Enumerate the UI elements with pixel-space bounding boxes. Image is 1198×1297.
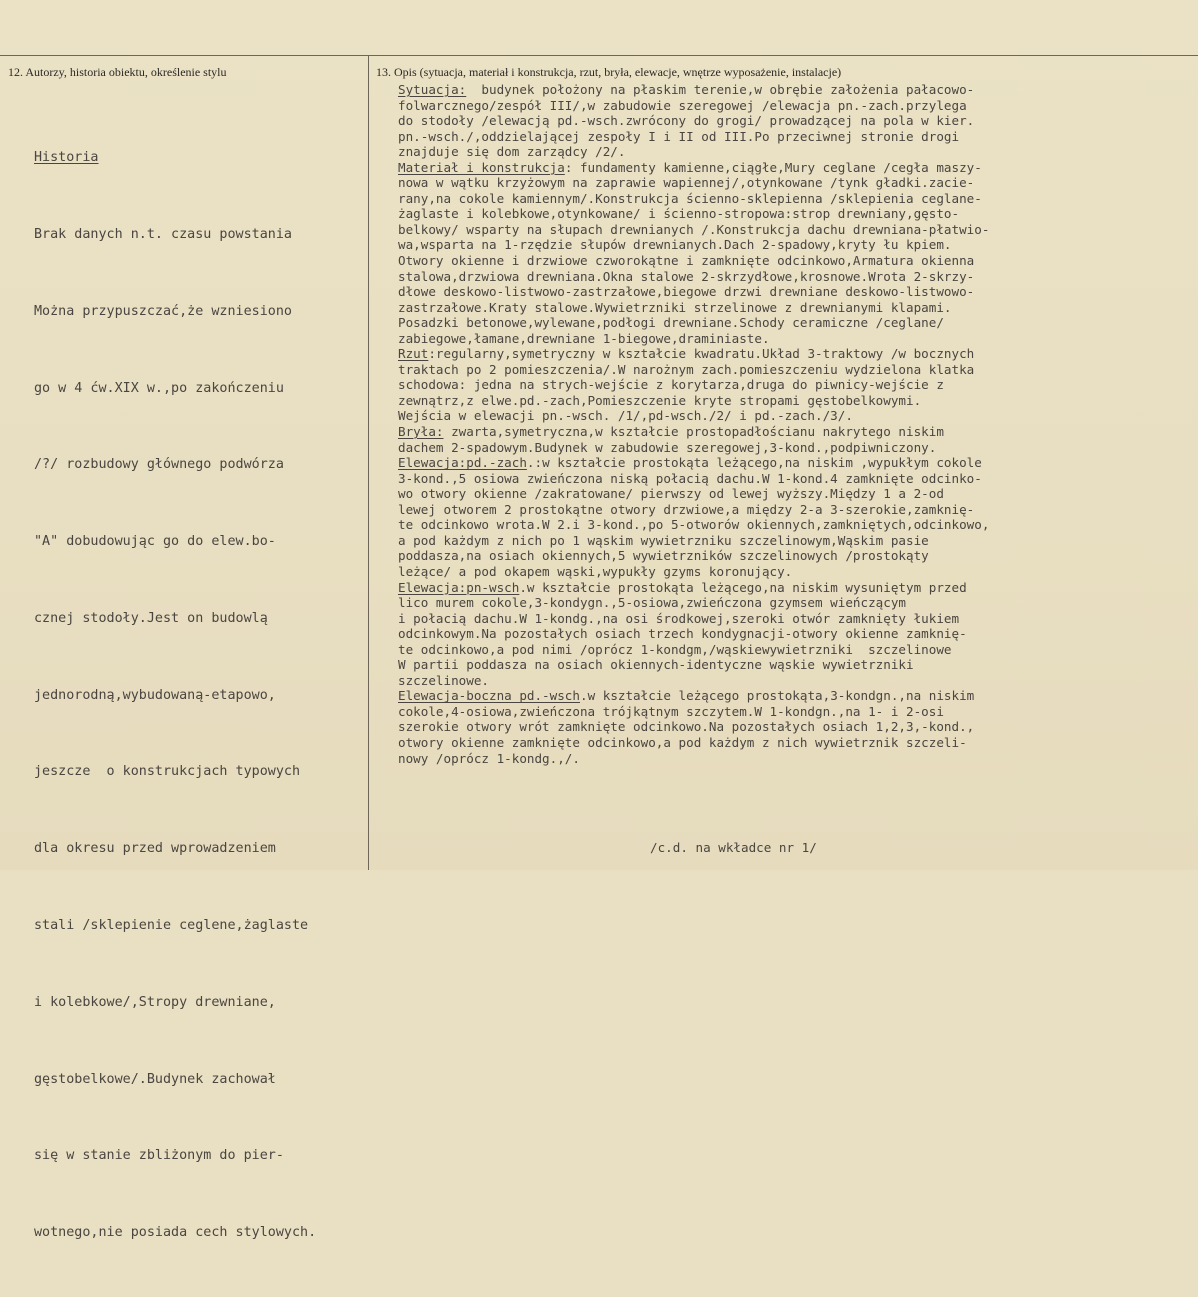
description-text: otwory okienne zamknięte odcinkowo,a pod każdym z nich wywietrznik szczeli- (398, 734, 967, 750)
description-text: folwarcznego/zespół III/,w zabudowie szeregowej /elewacja pn.-zach.przylega (398, 97, 967, 113)
history-line: dla okresu przed wprowadzeniem (34, 841, 276, 857)
description-line (398, 393, 989, 409)
header-rule (0, 55, 1198, 56)
description-text: .:w kształcie prostokąta leżącego,na niskim ,wypukłym cokole (526, 455, 982, 471)
description-line (398, 455, 989, 471)
description-line (398, 206, 989, 222)
description-text: nowa w wątku krzyżowym na zaprawie wapiennej/,otynkowane /tynk gładki.zacie- (398, 175, 975, 191)
description-text: odcinkowym.Na pozostałych osiach trzech kondygnacji-otwory okienne zamknię- (398, 626, 967, 642)
description-line (398, 626, 989, 642)
description-line (398, 580, 989, 596)
description-text: znajduje się dom zarządcy /2/. (398, 144, 626, 160)
history-line: stali /sklepienie ceglene,żaglaste (34, 918, 309, 933)
description-text: W partii poddasza na osiach okiennych-identyczne wąskie wywietrzniki (398, 657, 914, 673)
history-column (34, 94, 316, 1297)
description-text: wo otwory okienne /zakratowane/ pierwszy od lewej wyższy.Między 1 a 2-od (398, 486, 944, 502)
description-line (398, 533, 989, 549)
description-text: belkowy/ wsparty na słupach drewnianych /.Konstrukcja dachu drewniana-płatwio- (398, 221, 990, 237)
section-label: Elewacja-boczna pd.-wsch (398, 688, 580, 704)
description-line (398, 82, 989, 98)
column-divider (368, 55, 369, 870)
section-label: Bryła: (398, 424, 444, 440)
description-line (398, 113, 989, 129)
description-line (398, 440, 989, 456)
description-text: szerokie otwory wrót zamknięte odcinkowo.Na pozostałych osiach 1,2,3,-kond., (398, 719, 975, 735)
description-line (398, 377, 989, 393)
description-line (398, 719, 989, 735)
description-line (398, 673, 989, 689)
description-text: zabiegowe,łamane,drewniane 1-biegowe,draminiaste. (398, 330, 770, 346)
history-line: się w stanie zbliżonym do pier- (34, 1148, 284, 1164)
description-text: poddasza,na osiach okiennych,5 wywietrzników szczelinowych /prostokąty (398, 548, 929, 564)
description-text: zastrzałowe.Kraty stalowe.Wywietrzniki strzelinowe z drewnianymi klapami. (398, 299, 952, 315)
description-line (398, 98, 989, 114)
history-line: jeszcze o konstrukcjach typowych (34, 764, 301, 780)
description-text: .w kształcie leżącego prostokąta,3-kondgn.,na niskim (579, 688, 975, 704)
description-line (398, 222, 989, 238)
history-line: wotnego,nie posiada cech stylowych. (34, 1225, 317, 1241)
description-line (398, 346, 989, 362)
description-text: wa,wsparta na 1-rzędzie słupów drewnianych.Dach 2-spadowy,kryty łu kpiem. (398, 237, 952, 253)
description-line (398, 191, 989, 207)
description-line (398, 688, 989, 704)
description-line (398, 160, 989, 176)
description-line (398, 502, 989, 518)
history-line: /?/ rozbudowy głównego podwórza (34, 457, 284, 473)
description-line (398, 253, 989, 269)
description-text: do stodoły /elewacją pd.-wsch.zwrócony do grogi/ prowadzącej na pola w kier. (398, 113, 975, 129)
history-line: Można przypuszczać,że wzniesiono (34, 303, 292, 319)
description-text: te odcinkowo,a pod nimi /oprócz 1-kondgm,/wąskiewywietrzniki szczelinowe (398, 641, 952, 657)
description-text: traktach po 2 pomieszczenia/.W narożnym zach.pomieszczeniu wydzielona klatka (398, 361, 975, 377)
description-line (398, 657, 989, 673)
description-text: pn.-wsch./,oddzielającej zespoły I i II od III.Po przeciwnej stronie drogi (398, 128, 960, 144)
description-text: cokole,4-osiowa,zwieńczona trójkątnym szczytem.W 1-kondgn.,na 1- i 2-osi (398, 703, 944, 719)
description-line (398, 642, 989, 658)
description-line (398, 564, 989, 580)
history-line: i kolebkowe/,Stropy drewniane, (34, 994, 276, 1010)
description-text: lewej otworem 2 prostokątne otwory drzwiowe,a między 2-a 3-szerokie,zamknię- (398, 501, 975, 517)
history-line: gęstobelkowe/.Budynek zachował (34, 1071, 276, 1087)
description-line (398, 751, 989, 767)
description-line (398, 269, 989, 285)
description-line (398, 408, 989, 424)
description-line (398, 362, 989, 378)
history-heading: Historia (34, 150, 99, 166)
description-text: dachem 2-spadowym.Budynek w zabudowie szeregowej,3-kond.,podpiwniczony. (398, 439, 937, 455)
description-text: zewnątrz,z elwe.pd.-zach,Pomieszczenie kryte stropami gęstobelkowymi. (398, 392, 922, 408)
description-text: :regularny,symetryczny w kształcie kwadratu.Układ 3-traktowy /w bocznych (428, 346, 975, 362)
description-text: Posadzki betonowe,wylewane,podłogi drewniane.Schody ceramiczne /ceglane/ (398, 315, 944, 331)
description-text: : fundamenty kamienne,ciągłe,Mury ceglane /cegła maszy- (564, 159, 982, 175)
history-line: go w 4 ćw.XIX w.,po zakończeniu (34, 380, 284, 396)
section-label: Elewacja:pd.-zach (398, 455, 527, 471)
description-text: rany,na cokole kamiennym/.Konstrukcja ścienno-sklepienna /sklepienia ceglane- (398, 190, 982, 206)
history-line: Brak danych n.t. czasu powstania (34, 226, 292, 242)
history-line: "A" dobudowując go do elew.bo- (34, 534, 276, 550)
description-line (398, 704, 989, 720)
description-text: Wejścia w elewacji pn.-wsch. /1/,pd-wsch./2/ i pd.-zach./3/. (398, 408, 853, 424)
section-12-header: 12. Autorzy, historia obiektu, określenie stylu (8, 65, 227, 79)
continuation-note: /c.d. na wkładce nr 1/ (650, 840, 817, 855)
description-line (398, 517, 989, 533)
description-text: żaglaste i kolebkowe,otynkowane/ i ścienno-stropowa:strop drewniany,gęsto- (398, 206, 960, 222)
description-line (398, 471, 989, 487)
description-line (398, 611, 989, 627)
history-line: cznej stodoły.Jest on budowlą (34, 610, 268, 626)
section-label: Elewacja:pn-wsch (398, 579, 520, 595)
description-line (398, 424, 989, 440)
description-text: nowy /oprócz 1-kondg.,/. (398, 750, 580, 766)
description-text: .w kształcie prostokąta leżącego,na niskim wysuniętym przed (519, 579, 967, 595)
description-text: schodowa: jedna na strych-wejście z korytarza,druga do piwnicy-wejście z (398, 377, 944, 393)
section-label: Materiał i konstrukcja (398, 159, 565, 175)
description-text: Otwory okienne i drzwiowe czworokątne i zamknięte odcinkowo,Armatura okienna (398, 253, 975, 269)
description-line (398, 175, 989, 191)
description-line (398, 237, 989, 253)
description-text: lico murem cokole,3-kondygn.,5-osiowa,zwieńczona gzymsem wieńczącym (398, 595, 906, 611)
description-text: zwarta,symetryczna,w kształcie prostopadłościanu nakrytego niskim (443, 424, 944, 440)
description-text: leżące/ a pod okapem wąski,wypukły gzyms koronujący. (398, 563, 793, 579)
description-text: a pod każdym z nich po 1 wąskim wywietrzniku szczelinowym,Wąskim pasie (398, 532, 929, 548)
description-line (398, 284, 989, 300)
section-label: Sytuacja: (398, 82, 467, 97)
description-line (398, 331, 989, 347)
section-13-header: 13. Opis (sytuacja, materiał i konstrukcja, rzut, bryła, elewacje, wnętrze wyposażenie, instalacje) (376, 65, 842, 79)
description-text: te odcinkowo wrota.W 2.i 3-kond.,po 5-otworów okiennych,zamkniętych,odcinkowo, (398, 517, 990, 533)
description-line (398, 315, 989, 331)
description-text: szczelinowe. (398, 672, 489, 688)
description-text: 3-kond.,5 osiowa zwieńczona niską połacią dachu.W 1-kond.4 zamknięte odcinko- (398, 470, 982, 486)
section-label: Rzut (398, 346, 429, 362)
description-line (398, 595, 989, 611)
history-line: jednorodną,wybudowaną-etapowo, (34, 687, 276, 703)
description-text: dłowe deskowo-listwowo-zastrzałowe,biegowe drzwi drewniane deskowo-listwowo- (398, 284, 975, 300)
description-line (398, 300, 989, 316)
description-text: budynek położony na płaskim terenie,w obrębie założenia pałacowo- (466, 82, 975, 97)
description-text: i połacią dachu.W 1-kondg.,na osi środkowej,szeroki otwór zamknięty łukiem (398, 610, 960, 626)
description-line (398, 548, 989, 564)
description-line (398, 486, 989, 502)
description-line (398, 144, 989, 160)
description-line (398, 735, 989, 751)
description-text: stalowa,drzwiowa drewniana.Okna stalowe 2-skrzydłowe,krosnowe.Wrota 2-skrzy- (398, 268, 975, 284)
description-column (398, 82, 989, 766)
description-line (398, 129, 989, 145)
